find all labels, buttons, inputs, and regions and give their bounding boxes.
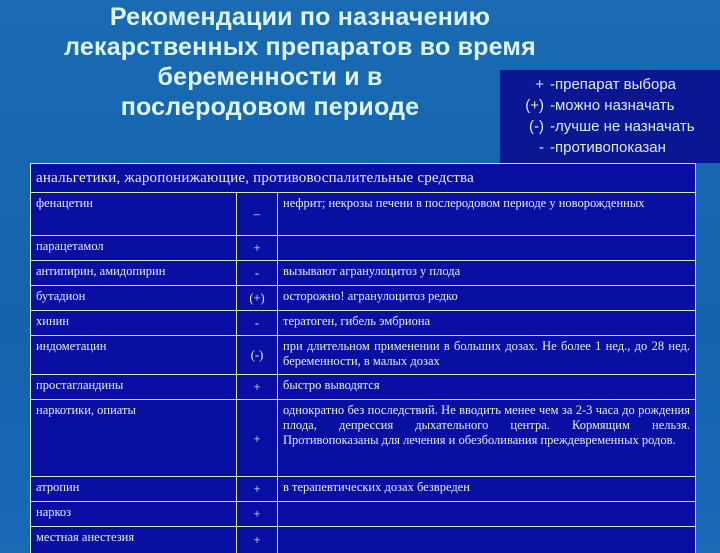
drug-table <box>30 163 696 553</box>
table-row <box>31 502 696 527</box>
legend-symbol: (-) <box>500 116 550 137</box>
table-row <box>31 477 696 502</box>
drug-mark: (-) <box>237 336 278 375</box>
drug-note: быстро выводятся <box>278 375 696 400</box>
drug-mark: (+) <box>237 286 278 311</box>
table-row <box>31 375 696 400</box>
drug-note: однократно без последствий. Не вводить менее чем за 2-3 часа до рождения плода, депрессия дыхательного центра. Кормящим нельзя. Противопоказаны для лечения и обезболивания преждевременных родов. <box>278 400 696 477</box>
drug-name: индометацин <box>31 336 237 375</box>
title-line-4: послеродовом периоде <box>0 92 600 122</box>
drug-name: антипирин, амидопирин <box>31 261 237 286</box>
drug-mark: – <box>237 193 278 236</box>
legend-text: -можно назначать <box>550 95 720 116</box>
legend-text: -препарат выбора <box>550 74 720 95</box>
legend-symbol: (+) <box>500 95 550 116</box>
drug-name: парацетамол <box>31 236 237 261</box>
drug-name: местная анестезия <box>31 527 237 553</box>
drug-note: нефрит; некрозы печени в послеродовом периоде у новорожденных <box>278 193 696 236</box>
drug-note: в терапевтических дозах безвреден <box>278 477 696 502</box>
legend-item <box>500 74 720 95</box>
legend-box <box>500 70 720 163</box>
drug-note: тератоген, гибель эмбриона <box>278 311 696 336</box>
legend-item <box>500 95 720 116</box>
drug-note <box>278 236 696 261</box>
table-row <box>31 193 696 236</box>
title-line-3: беременности и в <box>0 62 600 92</box>
drug-mark: + <box>237 400 278 477</box>
legend-item <box>500 137 720 158</box>
drug-name: простагландины <box>31 375 237 400</box>
drug-note: осторожно! агранулоцитоз редко <box>278 286 696 311</box>
legend-symbol: + <box>500 74 550 95</box>
title-line-1: Рекомендации по назначению <box>0 2 600 32</box>
title-line-2: лекарственных препаратов во время <box>0 32 600 62</box>
drug-name: наркоз <box>31 502 237 527</box>
drug-name: хинин <box>31 311 237 336</box>
drug-name: атропин <box>31 477 237 502</box>
legend-symbol: - <box>500 137 550 158</box>
drug-mark: - <box>237 311 278 336</box>
drug-note: вызывают агранулоцитоз у плода <box>278 261 696 286</box>
table-row <box>31 236 696 261</box>
drug-mark: + <box>237 236 278 261</box>
table-row <box>31 286 696 311</box>
drug-note: при длительном применении в больших дозах. Не более 1 нед., до 28 нед. беременности, в малых дозах <box>278 336 696 375</box>
drug-mark: + <box>237 502 278 527</box>
drug-name: бутадион <box>31 286 237 311</box>
drug-mark: - <box>237 261 278 286</box>
drug-mark: + <box>237 477 278 502</box>
table-header: анальгетики, жаропонижающие, противовоспалительные средства <box>31 164 696 193</box>
drug-name: фенацетин <box>31 193 237 236</box>
table-header-row <box>31 164 696 193</box>
drug-mark: + <box>237 375 278 400</box>
drug-mark: + <box>237 527 278 553</box>
legend-item <box>500 116 720 137</box>
table-row <box>31 400 696 477</box>
drug-note <box>278 502 696 527</box>
table-row <box>31 261 696 286</box>
legend-text: -противопоказан <box>550 137 720 158</box>
table-row <box>31 336 696 375</box>
drug-name: наркотики, опиаты <box>31 400 237 477</box>
table-row <box>31 311 696 336</box>
legend-text: -лучше не назначать <box>550 116 720 137</box>
